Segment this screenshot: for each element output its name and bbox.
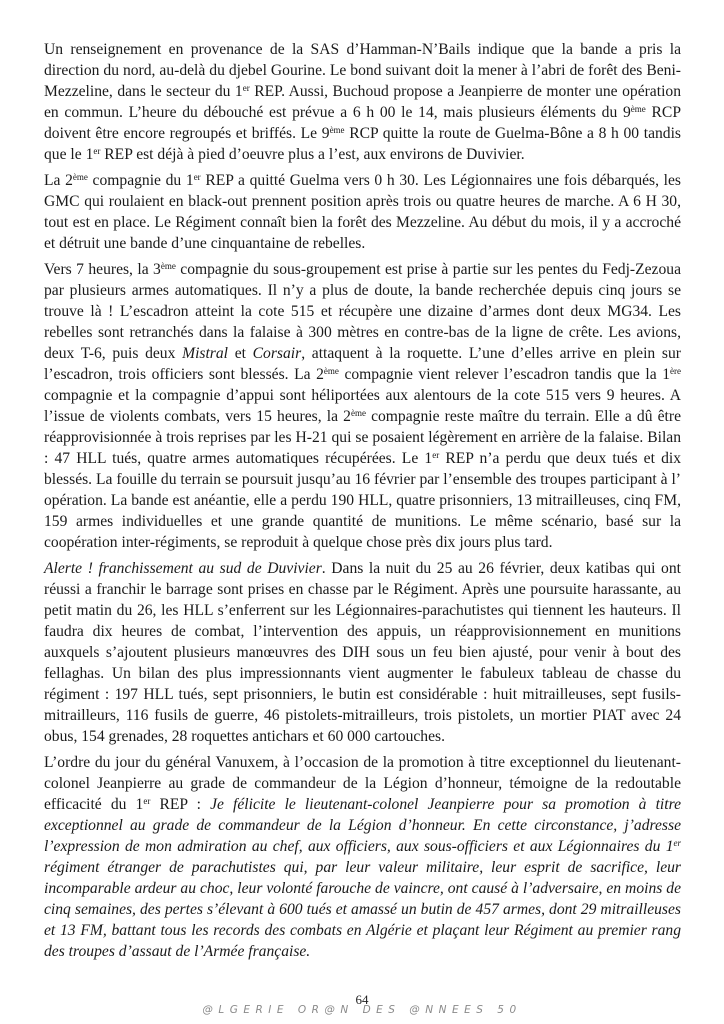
italic-text: Alerte ! franchissement au sud de Duvivier xyxy=(44,560,322,577)
italic-text: Je félicite le lieutenant-colonel Jeanpierre pour sa promotion à titre exceptionnel au grade de commandeur de la Légion d’honneur. En cette circonstance, j’adresse l’expression de mon admiration au chef, aux officiers, aux sous-officiers et aux Légionnaires du 1 xyxy=(44,796,681,855)
paragraph xyxy=(44,39,681,165)
superscript: er xyxy=(673,838,681,848)
superscript: er xyxy=(432,450,440,460)
text-segment: REP. Aussi, Buchoud propose a Jeanpierre de monter une opération en commun. L’heure du débouché est prévue a 6 h 00 le 14, mais plusieurs éléments du 9 xyxy=(44,83,681,121)
superscript: ème xyxy=(160,261,176,271)
paragraph xyxy=(44,558,681,747)
text-segment: . Dans la nuit du 25 au 26 février, deux katibas qui ont réussi a franchir le barrage sont prises en chasse par le Régiment. Après une poursuite harassante, au petit matin du 26, les HLL s’enferrent sur les Légionnaires-parachutistes qui tiennent les hauteurs. Il faudra dix heures de combat, l’intervention des appuis, un réapprovisionnement en munitions auxquels s’ajoutent plusieurs manœuvres des DIH sous un feu bien ajusté, pour venir à bout des fellaghas. Un bilan des plus impressionnants vient augmenter le fabuleux tableau de chasse du régiment : 197 HLL tués, sept prisonniers, le butin est considérable : huit mitrailleuses, sept fusils-mitrailleurs, 116 fusils de guerre, 46 pistolets-mitrailleurs, trois pistolets, un mortier PIAT avec 24 obus, 154 grenades, 28 roquettes antichars et 60 000 cartouches. xyxy=(44,560,681,745)
superscript: ème xyxy=(72,172,88,182)
superscript: ème xyxy=(323,366,339,376)
text-segment: , attaquent à la roquette. L’une d’elles arrive en plein sur l’escadron, trois officiers sont blessés. La 2 xyxy=(44,345,681,383)
italic-text: régiment étranger de parachutistes qui, par leur valeur militaire, leur esprit de sacrifice, leur incomparable ardeur au choc, leur volonté farouche de vaincre, ont causé à l’adversaire, en moins de cinq semaines, des pertes s’élevant à 600 tués et amassé un butin de 457 armes, dont 29 mitrailleuses et 13 FM, battant tous les records des combats en Algérie et plaçant leur Régiment au premier rang des troupes d’assaut de l’Armée française. xyxy=(44,859,681,960)
text-segment: REP est déjà à pied d’oeuvre plus a l’est, aux environs de Duvivier. xyxy=(100,146,525,163)
text-segment: REP : xyxy=(150,796,211,813)
text-segment: RCP doivent être encore regroupés et briffés. Le 9 xyxy=(44,104,681,142)
text-segment: REP a quitté Guelma vers 0 h 30. Les Légionnaires une fois débarqués, les GMC qui roulaient en black-out prennent position après trois ou quatre heures de marche. A 6 H 30, tout est en place. Le Régiment connaît bien la forêt des Mezzeline. Au début du mois, il y a accroché et détruit une bande d’une cinquantaine de rebelles. xyxy=(44,172,682,252)
superscript: er xyxy=(193,172,201,182)
text-segment: et xyxy=(228,345,253,362)
paragraph xyxy=(44,752,681,962)
superscript: er xyxy=(242,83,250,93)
text-segment: Vers 7 heures, la 3 xyxy=(44,261,161,278)
paragraph xyxy=(44,259,681,553)
text-segment: compagnie du 1 xyxy=(87,172,194,189)
superscript: ème xyxy=(329,125,345,135)
text-segment: REP n’a perdu que deux tués et dix blessés. La fouille du terrain se poursuit jusqu’au 16 février par l’ensemble des troupes participant à l’ opération. La bande est anéantie, elle a perdu 190 HLL, quatre prisonniers, 13 mitrailleuses, cinq FM, 159 armes individuelles et une grande quantité de munitions. Le même scénario, basé sur la coopération inter-régiments, se reproduit à quelque chose près dix jours plus tard. xyxy=(44,450,681,551)
text-segment: compagnie du sous-groupement est prise à partie sur les pentes du Fedj-Zezoua par plusieurs armes automatiques. Il n’y a plus de doute, la bande recherchée depuis cinq jours se trouve là ! L’escadron atteint la cote 515 et récupère une dizaine d’armes dont deux MG34. Les rebelles sont retranchés dans la falaise à 300 mètres en contre-bas de la ligne de crête. Les avions, deux T-6, puis deux xyxy=(44,261,681,362)
superscript: ème xyxy=(350,408,366,418)
document-body xyxy=(44,39,681,967)
text-segment: RCP quitte la route de Guelma-Bône a 8 h 00 tandis que le 1 xyxy=(44,125,681,163)
superscript: ère xyxy=(670,366,681,376)
text-segment: Un renseignement en provenance de la SAS d’Hamman-N’Bails indique que la bande a pris la direction du nord, au-delà du djebel Gourine. Le bond suivant doit la mener à l’abri de forêt des Beni-Mezzeline, dans le secteur du 1 xyxy=(44,41,681,100)
italic-text: Mistral xyxy=(182,345,228,362)
text-segment: compagnie et la compagnie d’appui sont héliportées aux alentours de la cote 515 vers 9 heures. A l’issue de violents combats, vers 15 heures, la 2 xyxy=(44,387,681,425)
running-footer-title: @LGERIE OR@N DES @NNEES 50 xyxy=(202,1004,522,1016)
text-segment: compagnie reste maître du terrain. Elle a dû être réapprovisionnée à trois reprises par les H-21 qui se posaient légèrement en arrière de la falaise. Bilan : 47 HLL tués, quatre armes automatiques récupérées. Le 1 xyxy=(44,408,681,467)
superscript: er xyxy=(143,796,151,806)
text-segment: La 2 xyxy=(44,172,73,189)
superscript: er xyxy=(93,146,101,156)
italic-text: Corsair xyxy=(252,345,302,362)
text-segment: compagnie vient relever l’escadron tandis que la 1 xyxy=(338,366,670,383)
page-number: 64 xyxy=(355,992,369,1007)
paragraph xyxy=(44,170,681,254)
superscript: ème xyxy=(630,104,646,114)
text-segment: L’ordre du jour du général Vanuxem, à l’occasion de la promotion à titre exceptionnel du lieutenant-colonel Jeanpierre au grade de commandeur de la Légion d’honneur, témoigne de la redoutable efficacité du 1 xyxy=(44,754,681,813)
